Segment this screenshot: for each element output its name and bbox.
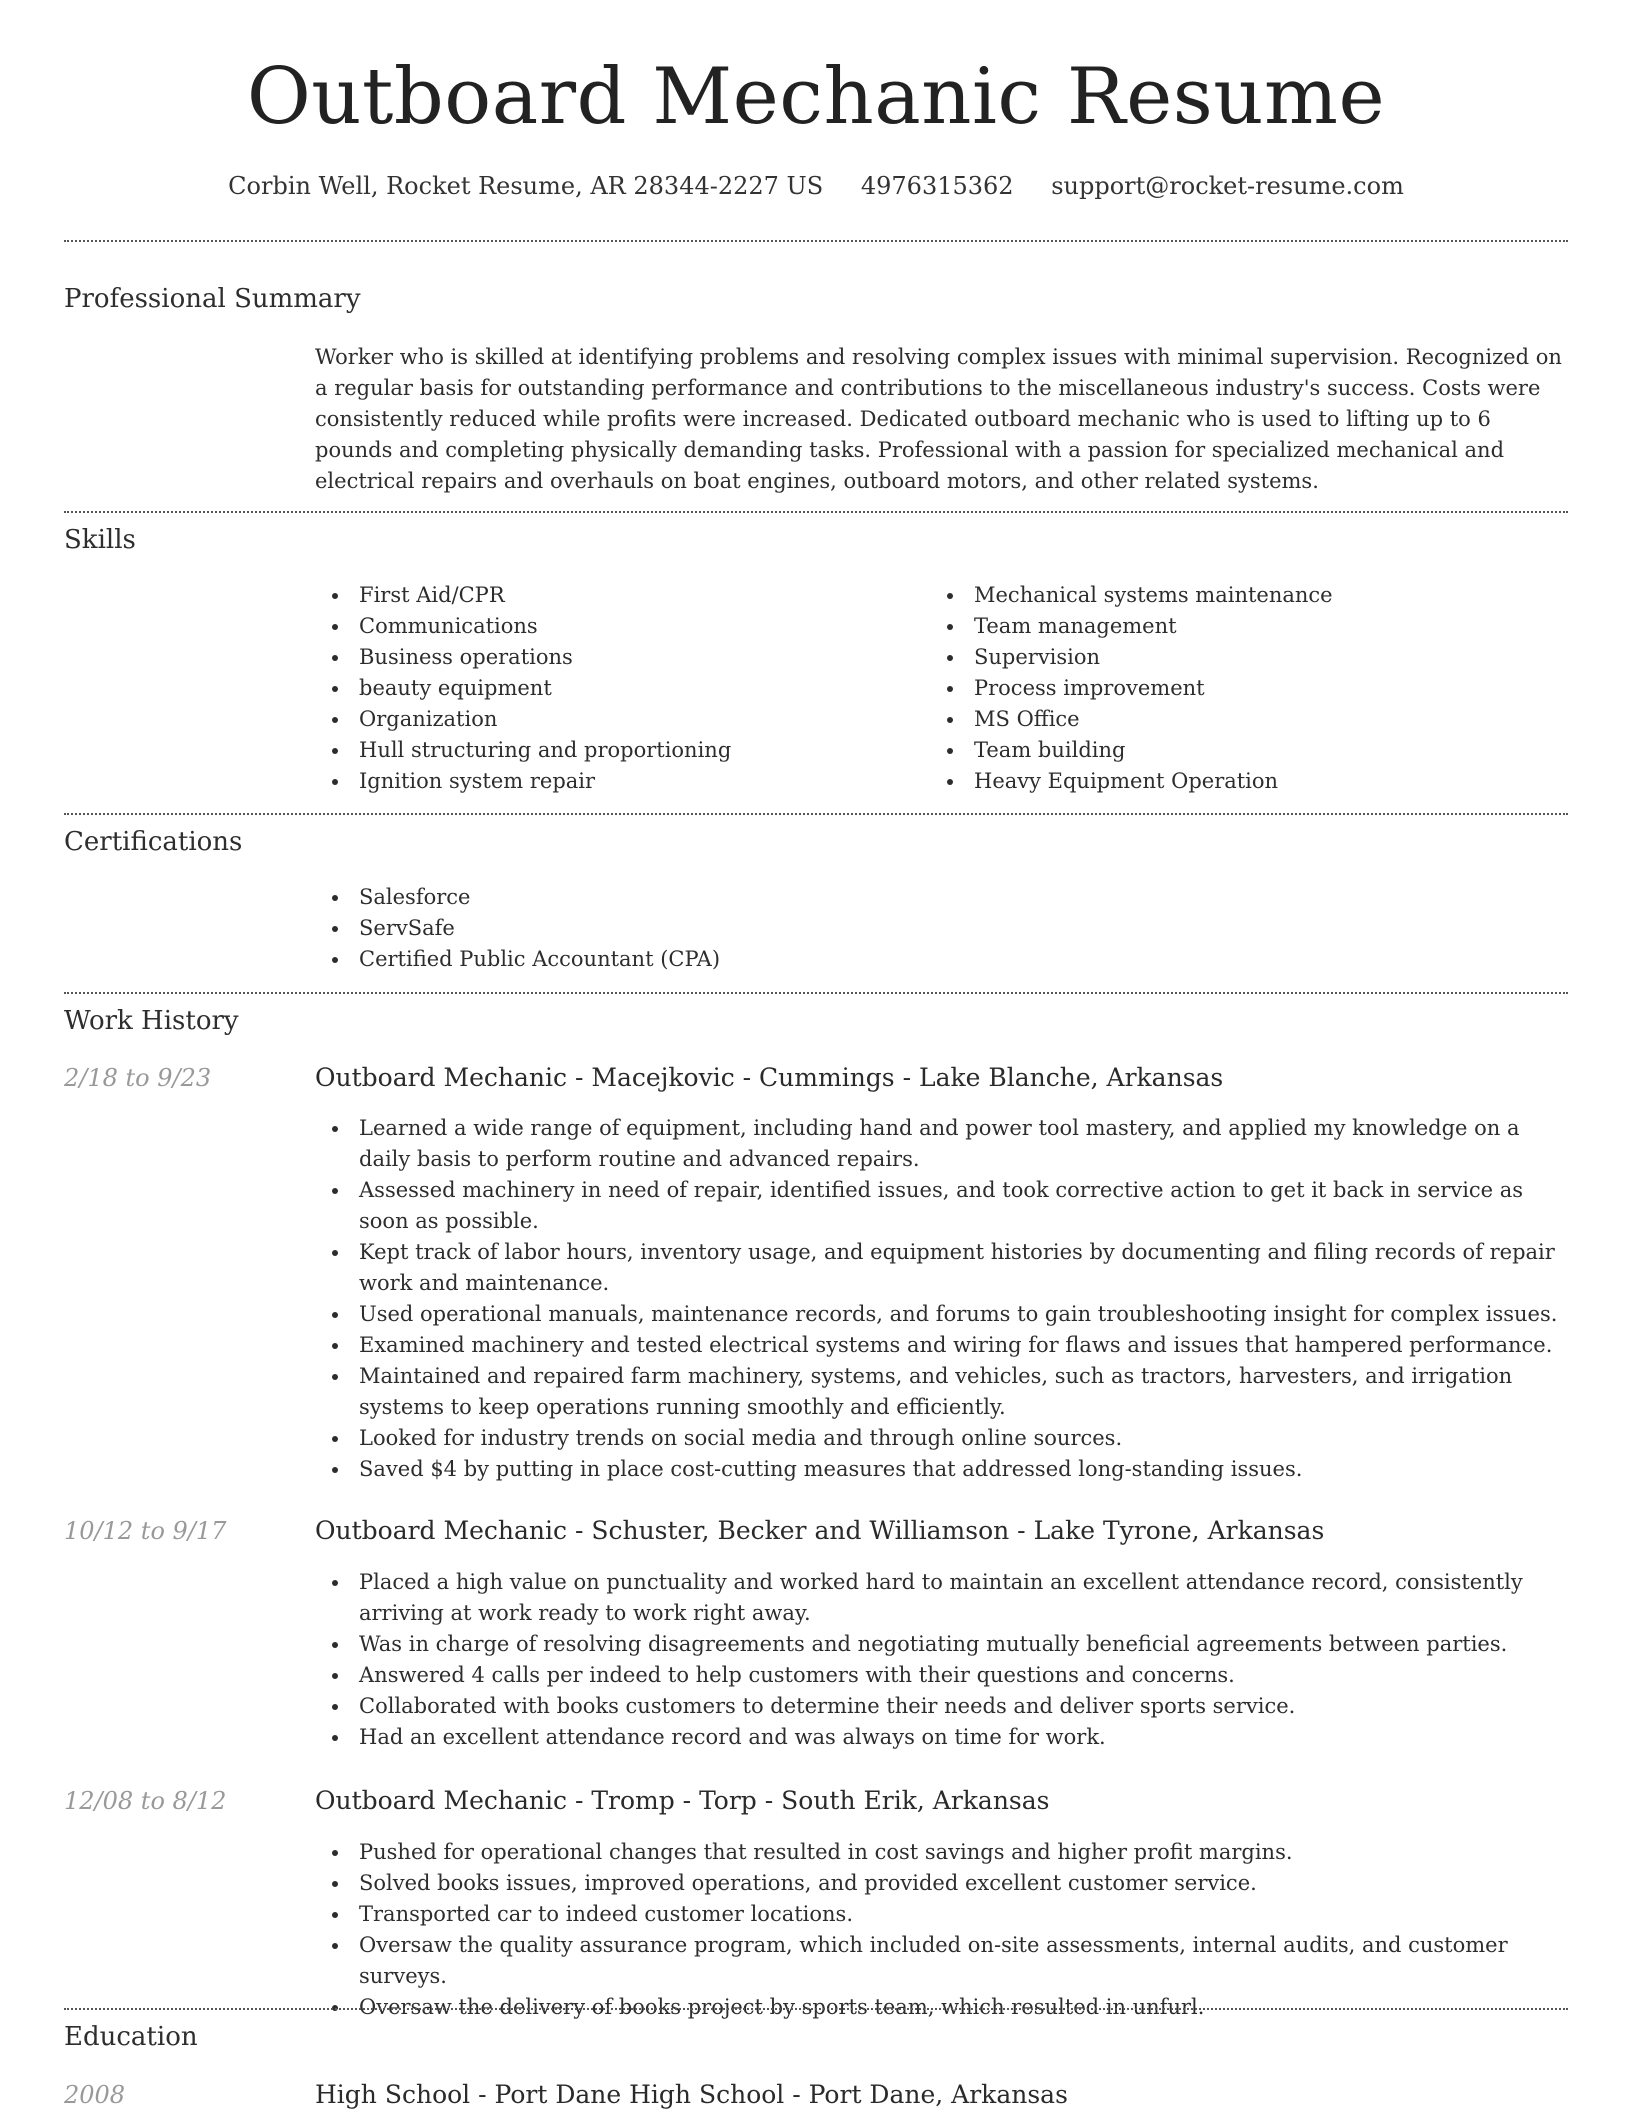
section-title-certifications: Certifications <box>64 827 243 857</box>
certification-item: ServSafe <box>315 913 1215 944</box>
job-bullet: Looked for industry trends on social media and through online sources. <box>315 1423 1571 1454</box>
job-bullets <box>315 1113 1571 1485</box>
job-dates: 2/18 to 9/23 <box>64 1064 212 1092</box>
divider <box>64 813 1568 815</box>
certification-item: Salesforce <box>315 882 1215 913</box>
skill-item: Team building <box>930 735 1550 766</box>
page-title: Outboard Mechanic Resume <box>246 52 1386 142</box>
divider <box>64 240 1568 242</box>
certification-item: Certified Public Accountant (CPA) <box>315 944 1215 975</box>
skill-item: Ignition system repair <box>315 766 915 797</box>
contact-address: Corbin Well, Rocket Resume, AR 28344-2227 US <box>228 172 824 200</box>
job-bullet: Pushed for operational changes that resulted in cost savings and higher profit margins. <box>315 1837 1571 1868</box>
divider <box>64 992 1568 994</box>
skill-item: Supervision <box>930 642 1550 673</box>
job-bullet: Solved books issues, improved operations, and provided excellent customer service. <box>315 1868 1571 1899</box>
skill-item: beauty equipment <box>315 673 915 704</box>
job-bullet: Oversaw the delivery of books project by sports team, which resulted in unfurl. <box>315 1992 1571 2023</box>
job-title: Outboard Mechanic - Tromp - Torp - South Erik, Arkansas <box>315 1786 1050 1815</box>
section-title-work-history: Work History <box>64 1006 239 1036</box>
job-bullets <box>315 1837 1571 2023</box>
job-dates: 10/12 to 9/17 <box>64 1517 227 1545</box>
job-bullet: Oversaw the quality assurance program, which included on-site assessments, internal audits, and customer surveys. <box>315 1930 1571 1992</box>
job-bullet: Assessed machinery in need of repair, identified issues, and took corrective action to get it back in service as soon as possible. <box>315 1175 1571 1237</box>
job-bullet: Used operational manuals, maintenance records, and forums to gain troubleshooting insight for complex issues. <box>315 1299 1571 1330</box>
job-bullet: Kept track of labor hours, inventory usage, and equipment histories by documenting and filing records of repair work and maintenance. <box>315 1237 1571 1299</box>
skill-item: Team management <box>930 611 1550 642</box>
section-title-education: Education <box>64 2022 198 2052</box>
skill-item: Process improvement <box>930 673 1550 704</box>
section-title-skills: Skills <box>64 525 136 555</box>
skill-item: Business operations <box>315 642 915 673</box>
skill-item: Communications <box>315 611 915 642</box>
contact-email: support@rocket-resume.com <box>1051 172 1404 200</box>
skills-list-right <box>930 580 1550 797</box>
divider <box>64 511 1568 513</box>
job-title: Outboard Mechanic - Schuster, Becker and Williamson - Lake Tyrone, Arkansas <box>315 1516 1325 1545</box>
job-bullet: Maintained and repaired farm machinery, systems, and vehicles, such as tractors, harvesters, and irrigation systems to keep operations running smoothly and efficiently. <box>315 1361 1571 1423</box>
job-bullet: Collaborated with books customers to determine their needs and deliver sports service. <box>315 1691 1571 1722</box>
summary-text: Worker who is skilled at identifying problems and resolving complex issues with minimal supervision. Recognized on a regular basis for outstanding performance and contributions to the miscellaneous industry's success. Costs were consistently reduced while profits were increased. Dedicated outboard mechanic who is used to lifting up to 6 pounds and completing physically demanding tasks. Professional with a passion for specialized mechanical and electrical repairs and overhauls on boat engines, outboard motors, and other related systems. <box>315 345 1562 493</box>
job-bullet: Answered 4 calls per indeed to help customers with their questions and concerns. <box>315 1660 1571 1691</box>
job-bullet: Had an excellent attendance record and was always on time for work. <box>315 1722 1571 1753</box>
skill-item: Organization <box>315 704 915 735</box>
skills-list-left <box>315 580 915 797</box>
job-dates: 12/08 to 8/12 <box>64 1787 227 1815</box>
section-title-summary: Professional Summary <box>64 284 361 314</box>
education-title: High School - Port Dane High School - Port Dane, Arkansas <box>315 2080 1068 2109</box>
contact-line <box>0 172 1632 200</box>
job-bullets <box>315 1567 1571 1753</box>
certifications-list <box>315 882 1215 975</box>
job-bullet: Transported car to indeed customer locations. <box>315 1899 1571 1930</box>
job-bullet: Examined machinery and tested electrical systems and wiring for flaws and issues that hampered performance. <box>315 1330 1571 1361</box>
skill-item: Hull structuring and proportioning <box>315 735 915 766</box>
skill-item: First Aid/CPR <box>315 580 915 611</box>
divider <box>64 2008 1568 2010</box>
contact-phone: 4976315362 <box>860 172 1014 200</box>
skill-item: Heavy Equipment Operation <box>930 766 1550 797</box>
job-bullet: Placed a high value on punctuality and worked hard to maintain an excellent attendance record, consistently arriving at work ready to work right away. <box>315 1567 1571 1629</box>
skill-item: Mechanical systems maintenance <box>930 580 1550 611</box>
job-bullet: Saved $4 by putting in place cost-cutting measures that addressed long-standing issues. <box>315 1454 1571 1485</box>
education-year: 2008 <box>64 2081 126 2109</box>
job-bullet: Was in charge of resolving disagreements and negotiating mutually beneficial agreements between parties. <box>315 1629 1571 1660</box>
job-bullet: Learned a wide range of equipment, including hand and power tool mastery, and applied my knowledge on a daily basis to perform routine and advanced repairs. <box>315 1113 1571 1175</box>
job-title: Outboard Mechanic - Macejkovic - Cummings - Lake Blanche, Arkansas <box>315 1063 1224 1092</box>
skill-item: MS Office <box>930 704 1550 735</box>
